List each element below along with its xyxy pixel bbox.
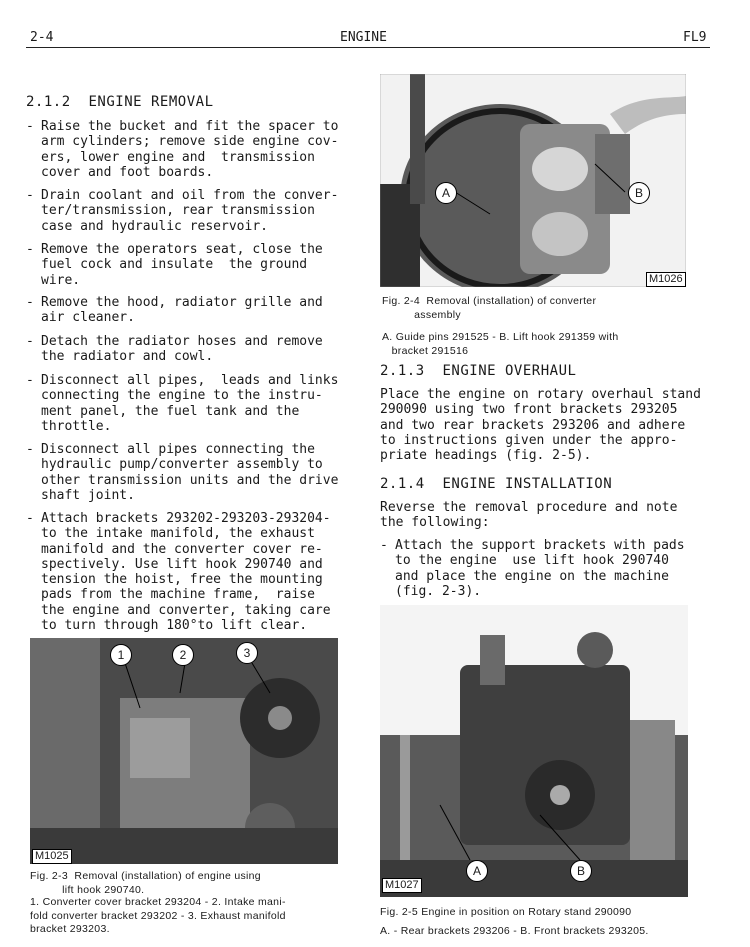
engine-lift-illustration: [30, 638, 338, 864]
callout-a: A: [466, 860, 488, 882]
section-2-1-2-heading: 2.1.2 ENGINE REMOVAL: [26, 94, 214, 110]
figure-2-4-legend: A. Guide pins 291525 - B. Lift hook 291359 with bracket 291516: [382, 331, 619, 357]
callout-b: B: [628, 182, 650, 204]
figure-2-3-photo: [30, 638, 338, 864]
figure-2-5-photo: [380, 605, 688, 897]
figure-2-3-legend: 1. Converter cover bracket 293204 - 2. Intake mani- fold converter bracket 293202 - 3. Exhaust manifold bracket 293203.: [30, 896, 286, 935]
section-2-1-3-heading: 2.1.3 ENGINE OVERHAUL: [380, 363, 577, 379]
rotary-stand-illustration: [380, 605, 688, 897]
section-2-1-3-body: Place the engine on rotary overhaul stand 290090 using two front brackets 293205 and two rear brackets 293206 and adhere to instructions given under the appro- priate headings (fig. 2-5).: [380, 387, 701, 464]
page-code: FL9: [683, 30, 707, 45]
figure-code-label: M1026: [646, 272, 686, 287]
figure-2-4-photo: [380, 74, 686, 287]
callout-1: 1: [110, 644, 132, 666]
figure-code-label: M1025: [32, 849, 72, 864]
figure-code-label: M1027: [382, 878, 422, 893]
section-2-1-4-body: Reverse the removal procedure and note the following:: [380, 500, 678, 531]
header-rule: [26, 47, 710, 48]
figure-2-5-legend: A. - Rear brackets 293206 - B. Front brackets 293205.: [380, 925, 649, 937]
figure-2-3-caption: Fig. 2-3 Removal (installation) of engine using lift hook 290740.: [30, 870, 261, 896]
page-number: 2-4: [30, 30, 54, 45]
figure-2-5-caption: Fig. 2-5 Engine in position on Rotary stand 290090: [380, 906, 632, 918]
callout-2: 2: [172, 644, 194, 666]
callout-3: 3: [236, 642, 258, 664]
section-2-1-4-heading: 2.1.4 ENGINE INSTALLATION: [380, 476, 613, 492]
callout-b: B: [570, 860, 592, 882]
converter-assembly-illustration: [380, 74, 686, 287]
callout-a: A: [435, 182, 457, 204]
figure-2-4-caption: Fig. 2-4 Removal (installation) of converter assembly: [382, 295, 597, 321]
page-section-title: ENGINE: [340, 30, 387, 45]
